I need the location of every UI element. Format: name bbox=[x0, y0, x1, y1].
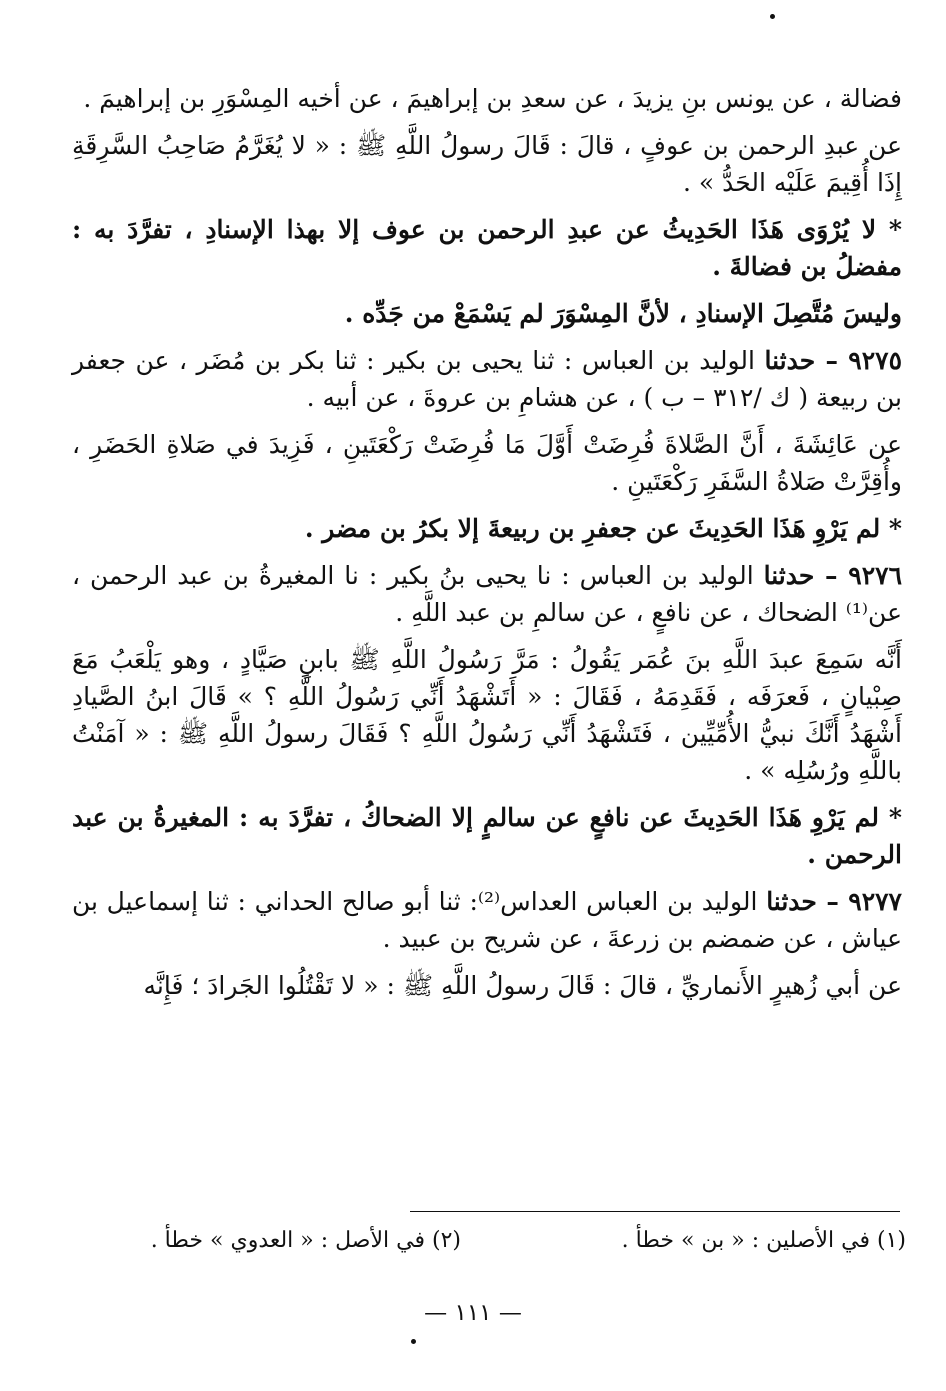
page-number: — ١١١ — bbox=[424, 1300, 522, 1326]
hadith-number: ٩٢٧٧ – حدثنا bbox=[766, 887, 902, 916]
paragraph: فضالة ، عن يونس بنِ يزيدَ ، عن سعدِ بن إبراهيمَ ، عن أخيه المِسْوَرِ بن إبراهيمَ . bbox=[83, 84, 902, 113]
isnad-text: الوليد بن العباس : ثنا يحيى بن بكير : ثنا بكر بن مُضَر ، عن جعفر بن ربيعة ( ك /٣١٢ – ب ) ، عن هشامِ بن عروةَ ، عن أبيه . bbox=[72, 346, 902, 412]
footnote-2: (٢) في الأصل : « العدوي » خطأ . bbox=[150, 1228, 461, 1253]
page-mark bbox=[770, 14, 775, 19]
paragraph: عن عَائِشَةَ ، أَنَّ الصَّلاةَ فُرِضَتْ أَوَّلَ مَا فُرِضَتْ رَكْعَتَينِ ، فَزِيدَ في صَلاةِ الحَضَرِ ، وأُقِرَّتْ صَلاةُ السَّفَرِ رَكْعَتَينِ . bbox=[72, 430, 902, 496]
editor-note: * لم يَرْوِ هَذَا الحَدِيثَ عن جعفرِ بن ربيعةَ إلا بكرُ بن مضر . bbox=[304, 514, 902, 543]
hadith-number: ٩٢٧٥ – حدثنا bbox=[764, 346, 902, 375]
page-mark bbox=[411, 1339, 416, 1344]
isnad-text: الوليد بن العباس : نا يحيى بنُ بكير : نا المغيرةُ بن عبد الرحمن ، عن⁽¹⁾ الضحاك ، عن نافعٍ ، عن سالمِ بن عبد اللَّهِ . bbox=[72, 561, 902, 627]
footnote-1: (١) في الأصلين : « بن » خطأ . bbox=[621, 1228, 906, 1253]
hadith-entry bbox=[72, 557, 902, 631]
hadith-entry bbox=[72, 342, 902, 416]
page-body bbox=[72, 80, 902, 1014]
footnote-divider bbox=[410, 1211, 900, 1212]
paragraph: أَنَّه سَمِعَ عبدَ اللَّهِ بنَ عُمَر يَقُولُ : مَرَّ رَسُولُ اللَّهِ ﷺ بابنِ صَيَّادٍ ، وهو يَلْعَبُ مَعَ صِبْيانٍ ، فَعرَفَه ، فَقَدِمَهُ ، فَقَالَ : « أَتَشْهَدُ أَنِّي رَسُولُ اللَّهِ ؟ » قَالَ ابنُ الصَّيادِ أَشْهَدُ أَنَّكَ نبيُّ الأُمِّيِّين ، فَتَشْهَدُ أَنِّي رَسُولُ اللَّهِ ؟ فَقَالَ رسولُ اللَّهِ ﷺ : « آمَنْتُ باللَّهِ ورُسُلِه » . bbox=[72, 645, 902, 785]
editor-note: وليسَ مُتَّصِلَ الإسنادِ ، لأنَّ المِسْوَرَ لم يَسْمَعْ من جَدِّه . bbox=[344, 299, 902, 328]
paragraph: عن أبي زُهيرٍ الأَنماريِّ ، قالَ : قَالَ رسولُ اللَّهِ ﷺ : « لا تَقْتُلُوا الجَرادَ ؛ فَإِنَّه bbox=[143, 971, 902, 1000]
editor-note: * لم يَرْوِ هَذَا الحَدِيثَ عن نافعٍ عن سالمٍ إلا الضحاكُ ، تفرَّدَ به : المغيرةُ بن عبد الرحمن . bbox=[72, 803, 902, 869]
hadith-number: ٩٢٧٦ – حدثنا bbox=[763, 561, 902, 590]
editor-note: * لا يُرْوَى هَذَا الحَدِيثُ عن عبدِ الرحمن بن عوف إلا بهذا الإسنادِ ، تفرَّدَ به : مفضلُ بن فضالةَ . bbox=[72, 215, 902, 281]
isnad-text: الوليد بن العباس العداس⁽²⁾: ثنا أبو صالح الحداني : ثنا إسماعيل بن عياش ، عن ضمضم بن زرعةَ ، عن شريح بن عبيد . bbox=[72, 887, 902, 953]
paragraph: عن عبدِ الرحمن بن عوفٍ ، قالَ : قَالَ رسولُ اللَّهِ ﷺ : « لا يُغَرَّمُ صَاحِبُ السَّرِقَةِ إِذَا أُقِيمَ عَلَيْه الحَدُّ » . bbox=[72, 131, 902, 197]
hadith-entry bbox=[72, 883, 902, 957]
